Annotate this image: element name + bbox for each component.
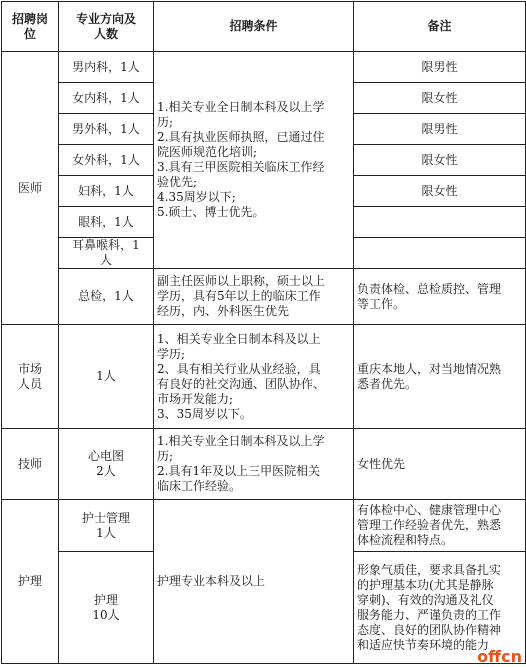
checkup-conditions: 副主任医师以上职称，硕士以上 学历，具有5年以上的临床工作 经历，内、外科医生优先 <box>154 269 354 325</box>
table-row <box>2 429 526 500</box>
remark-cell <box>354 238 526 269</box>
remark-cell: 限女性 <box>354 83 526 114</box>
nursing-remark: 有体检中心、健康管理中心 管理工作经验者优先，熟悉 体检流程和特点。 <box>354 500 526 552</box>
nursing-conditions: 护理专业本科及以上 <box>154 500 354 664</box>
major-cell: 女外科，1人 <box>59 145 154 176</box>
header-major: 专业方向及 人数 <box>59 2 154 52</box>
major-cell: 妇科，1人 <box>59 176 154 207</box>
header-row <box>2 2 526 52</box>
major-cell: 男内科，1人 <box>59 52 154 83</box>
checkup-remark: 负责体检、总检质控、管理 等工作。 <box>354 269 526 325</box>
remark-cell: 限男性 <box>354 114 526 145</box>
recruitment-table <box>1 1 526 664</box>
header-position: 招聘岗 位 <box>2 2 59 52</box>
market-conditions: 1、相关专业全日制本科及以上 学历; 2、具有相关行业从业经验，具 有良好的社交沟通、团队协作、 市场开发能力; 3、35周岁以下。 <box>154 325 354 429</box>
major-cell: 男外科，1人 <box>59 114 154 145</box>
major-cell: 女内科，1人 <box>59 83 154 114</box>
remark-cell: 限女性 <box>354 176 526 207</box>
position-doctor: 医师 <box>2 52 59 325</box>
major-cell: 护理 10人 <box>59 552 154 664</box>
major-cell: 1人 <box>59 325 154 429</box>
nursing-remark: 形象气质佳，要求具备扎实 的护理基本功(尤其是静脉 穿刺)、有效的沟通及礼仪 服务能力、严谨负责的工作 态度、良好的团队协作精神 和适应快节奏环境的能力 <box>354 552 526 664</box>
market-remark: 重庆本地人，对当地情况熟 悉者优先。 <box>354 325 526 429</box>
table-row <box>2 52 526 83</box>
technician-conditions: 1.相关专业全日制本科及以上学 历; 2.具有1年及以上三甲医院相关 临床工作经验。 <box>154 429 354 500</box>
remark-cell: 限男性 <box>354 52 526 83</box>
header-remarks: 备注 <box>354 2 526 52</box>
doctor-conditions: 1.相关专业全日制本科及以上学 历; 2.具有执业医师执照，已通过住 院医师规范化培训; 3.具有三甲医院相关临床工作经 验优先; 4.35周岁以下; 5.硕士、博士优先。 <box>154 52 354 269</box>
major-cell: 眼科，1人 <box>59 207 154 238</box>
position-nursing: 护理 <box>2 500 59 664</box>
major-cell: 心电图 2人 <box>59 429 154 500</box>
remark-cell <box>354 207 526 238</box>
major-cell: 总检，1人 <box>59 269 154 325</box>
position-technician: 技师 <box>2 429 59 500</box>
major-cell: 护士管理 1人 <box>59 500 154 552</box>
header-conditions: 招聘条件 <box>154 2 354 52</box>
offcn-watermark: offcn <box>477 647 522 666</box>
table-row <box>2 325 526 429</box>
major-cell: 耳鼻喉科，1 人 <box>59 238 154 269</box>
table-row <box>2 500 526 552</box>
remark-cell: 限女性 <box>354 145 526 176</box>
table-row <box>2 269 526 325</box>
position-market: 市场 人员 <box>2 325 59 429</box>
technician-remark: 女性优先 <box>354 429 526 500</box>
